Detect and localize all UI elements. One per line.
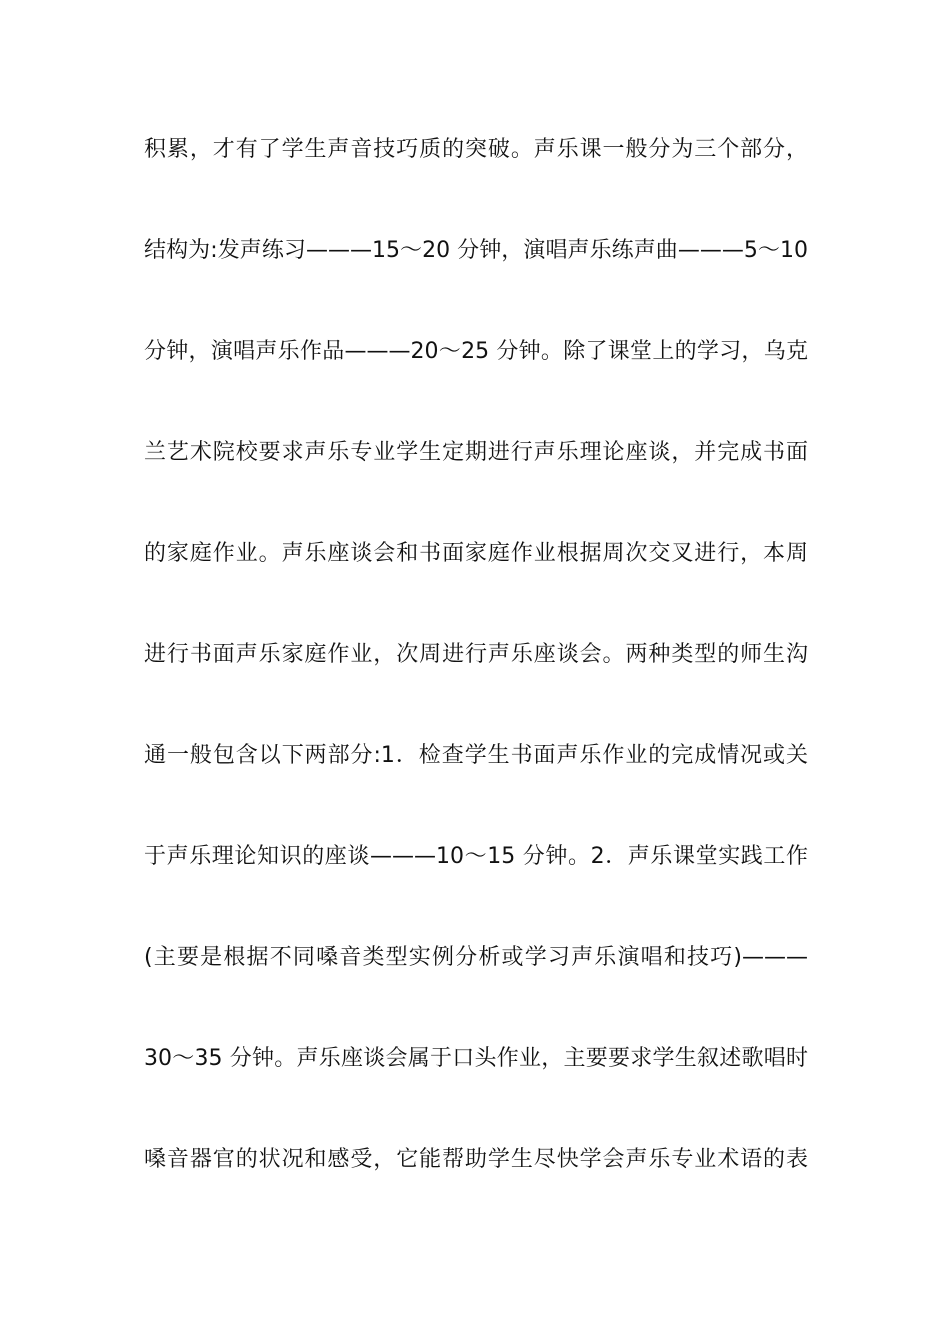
text-line-9: (主要是根据不同嗓音类型实例分析或学习声乐演唱和技巧)———: [144, 945, 808, 970]
body-text: [144, 128, 808, 1239]
text-line-11: 嗓音器官的状况和感受，它能帮助学生尽快学会声乐专业术语的表: [144, 1147, 808, 1172]
text-line-2: 结构为:发声练习———15～20 分钟，演唱声乐练声曲———5～10: [144, 238, 808, 263]
text-line-10: 30～35 分钟。声乐座谈会属于口头作业，主要要求学生叙述歌唱时: [144, 1046, 808, 1071]
text-line-7: 通一般包含以下两部分:1．检查学生书面声乐作业的完成情况或关: [144, 743, 808, 768]
text-line-8: 于声乐理论知识的座谈———10～15 分钟。2．声乐课堂实践工作: [144, 844, 808, 869]
text-line-1: 积累，才有了学生声音技巧质的突破。声乐课一般分为三个部分，: [144, 137, 808, 162]
text-line-4: 兰艺术院校要求声乐专业学生定期进行声乐理论座谈，并完成书面: [144, 440, 808, 465]
text-line-6: 进行书面声乐家庭作业，次周进行声乐座谈会。两种类型的师生沟: [144, 642, 808, 667]
text-line-3: 分钟，演唱声乐作品———20～25 分钟。除了课堂上的学习，乌克: [144, 339, 808, 364]
text-line-5: 的家庭作业。声乐座谈会和书面家庭作业根据周次交叉进行，本周: [144, 541, 808, 566]
